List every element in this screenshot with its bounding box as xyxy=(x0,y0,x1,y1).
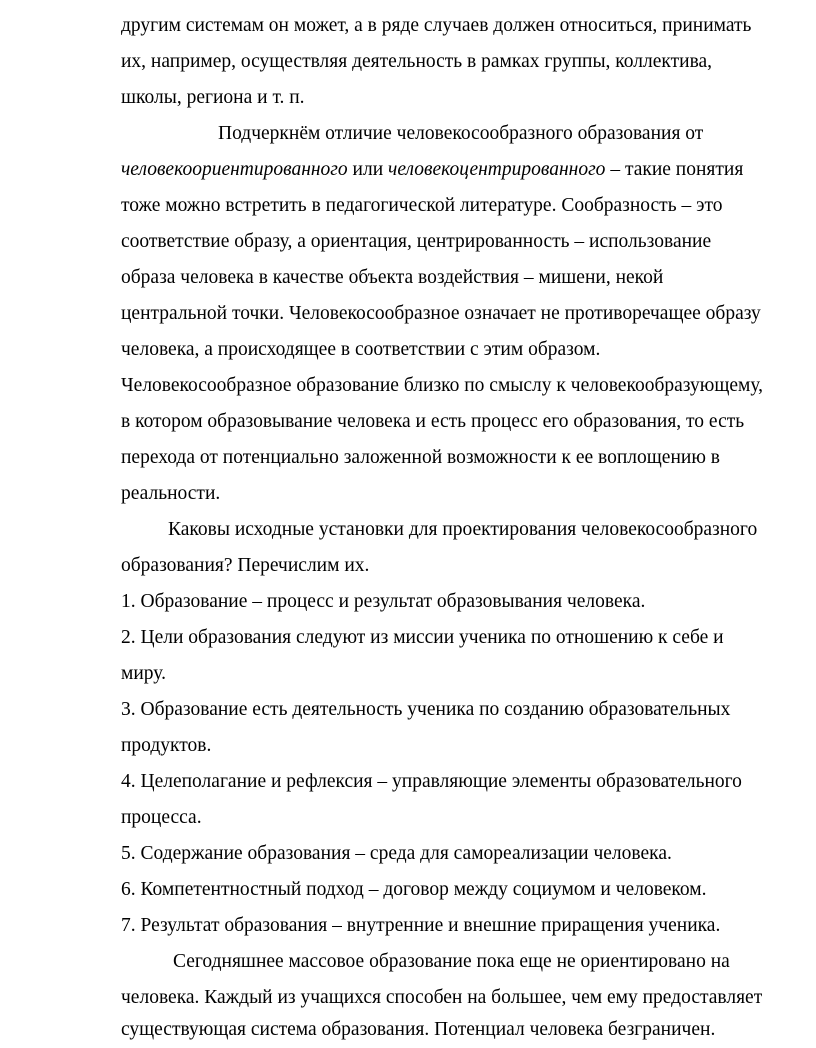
list-item: 7. Результат образования – внутренние и внешние приращения ученика. xyxy=(121,915,721,936)
paragraph-line: в котором образовывание человека и есть процесс его образования, то есть xyxy=(121,411,745,432)
paragraph-line: человека. Каждый из учащихся способен на большее, чем ему предоставляет xyxy=(121,987,763,1008)
list-item: 1. Образование – процесс и результат образовывания человека. xyxy=(121,591,646,612)
list-item: 2. Цели образования следуют из миссии ученика по отношению к себе и xyxy=(121,627,724,648)
paragraph-line: Каковы исходные установки для проектирования человекосообразного xyxy=(168,519,758,540)
paragraph-line-mixed xyxy=(121,152,743,188)
paragraph-line: человека, а происходящее в соответствии с этим образом. xyxy=(121,339,601,360)
paragraph-line: существующая система образования. Потенциал человека безграничен. xyxy=(121,1019,716,1040)
paragraph-line: другим системам он может, а в ряде случаев должен относиться, принимать xyxy=(121,15,752,36)
list-item: 5. Содержание образования – среда для самореализации человека. xyxy=(121,843,672,864)
paragraph-line: школы, региона и т. п. xyxy=(121,87,305,108)
conjunction: или xyxy=(347,159,389,180)
line-tail: – такие понятия xyxy=(605,159,744,180)
paragraph-line: образа человека в качестве объекта воздействия – мишени, некой xyxy=(121,267,664,288)
paragraph-line: Подчеркнём отличие человекосообразного образования от xyxy=(218,123,704,144)
list-item-continuation: продуктов. xyxy=(121,735,212,756)
paragraph-line: центральной точки. Человекосообразное означает не противоречащее образу xyxy=(121,303,761,324)
list-item: 3. Образование есть деятельность ученика по созданию образовательных xyxy=(121,699,731,720)
list-item-continuation: процесса. xyxy=(121,807,202,828)
italic-term: человекоцентрированного xyxy=(388,159,606,180)
paragraph-line: реальности. xyxy=(121,483,221,504)
paragraph-line: перехода от потенциально заложенной возможности к ее воплощению в xyxy=(121,447,720,468)
italic-term: человекоориентированного xyxy=(121,159,348,180)
list-item: 6. Компетентностный подход – договор между социумом и человеком. xyxy=(121,879,707,900)
paragraph-line: Человекосообразное образование близко по смыслу к человекообразующему, xyxy=(121,375,764,396)
paragraph-line: Сегодняшнее массовое образование пока еще не ориентировано на xyxy=(173,951,730,972)
paragraph-line: образования? Перечислим их. xyxy=(121,555,370,576)
list-item-continuation: миру. xyxy=(121,663,166,684)
paragraph-line: их, например, осуществляя деятельность в рамках группы, коллектива, xyxy=(121,51,713,72)
paragraph-line: соответствие образу, а ориентация, центрированность – использование xyxy=(121,231,712,252)
paragraph-line: тоже можно встретить в педагогической литературе. Сообразность – это xyxy=(121,195,723,216)
list-item: 4. Целеполагание и рефлексия – управляющие элементы образовательного xyxy=(121,771,742,792)
